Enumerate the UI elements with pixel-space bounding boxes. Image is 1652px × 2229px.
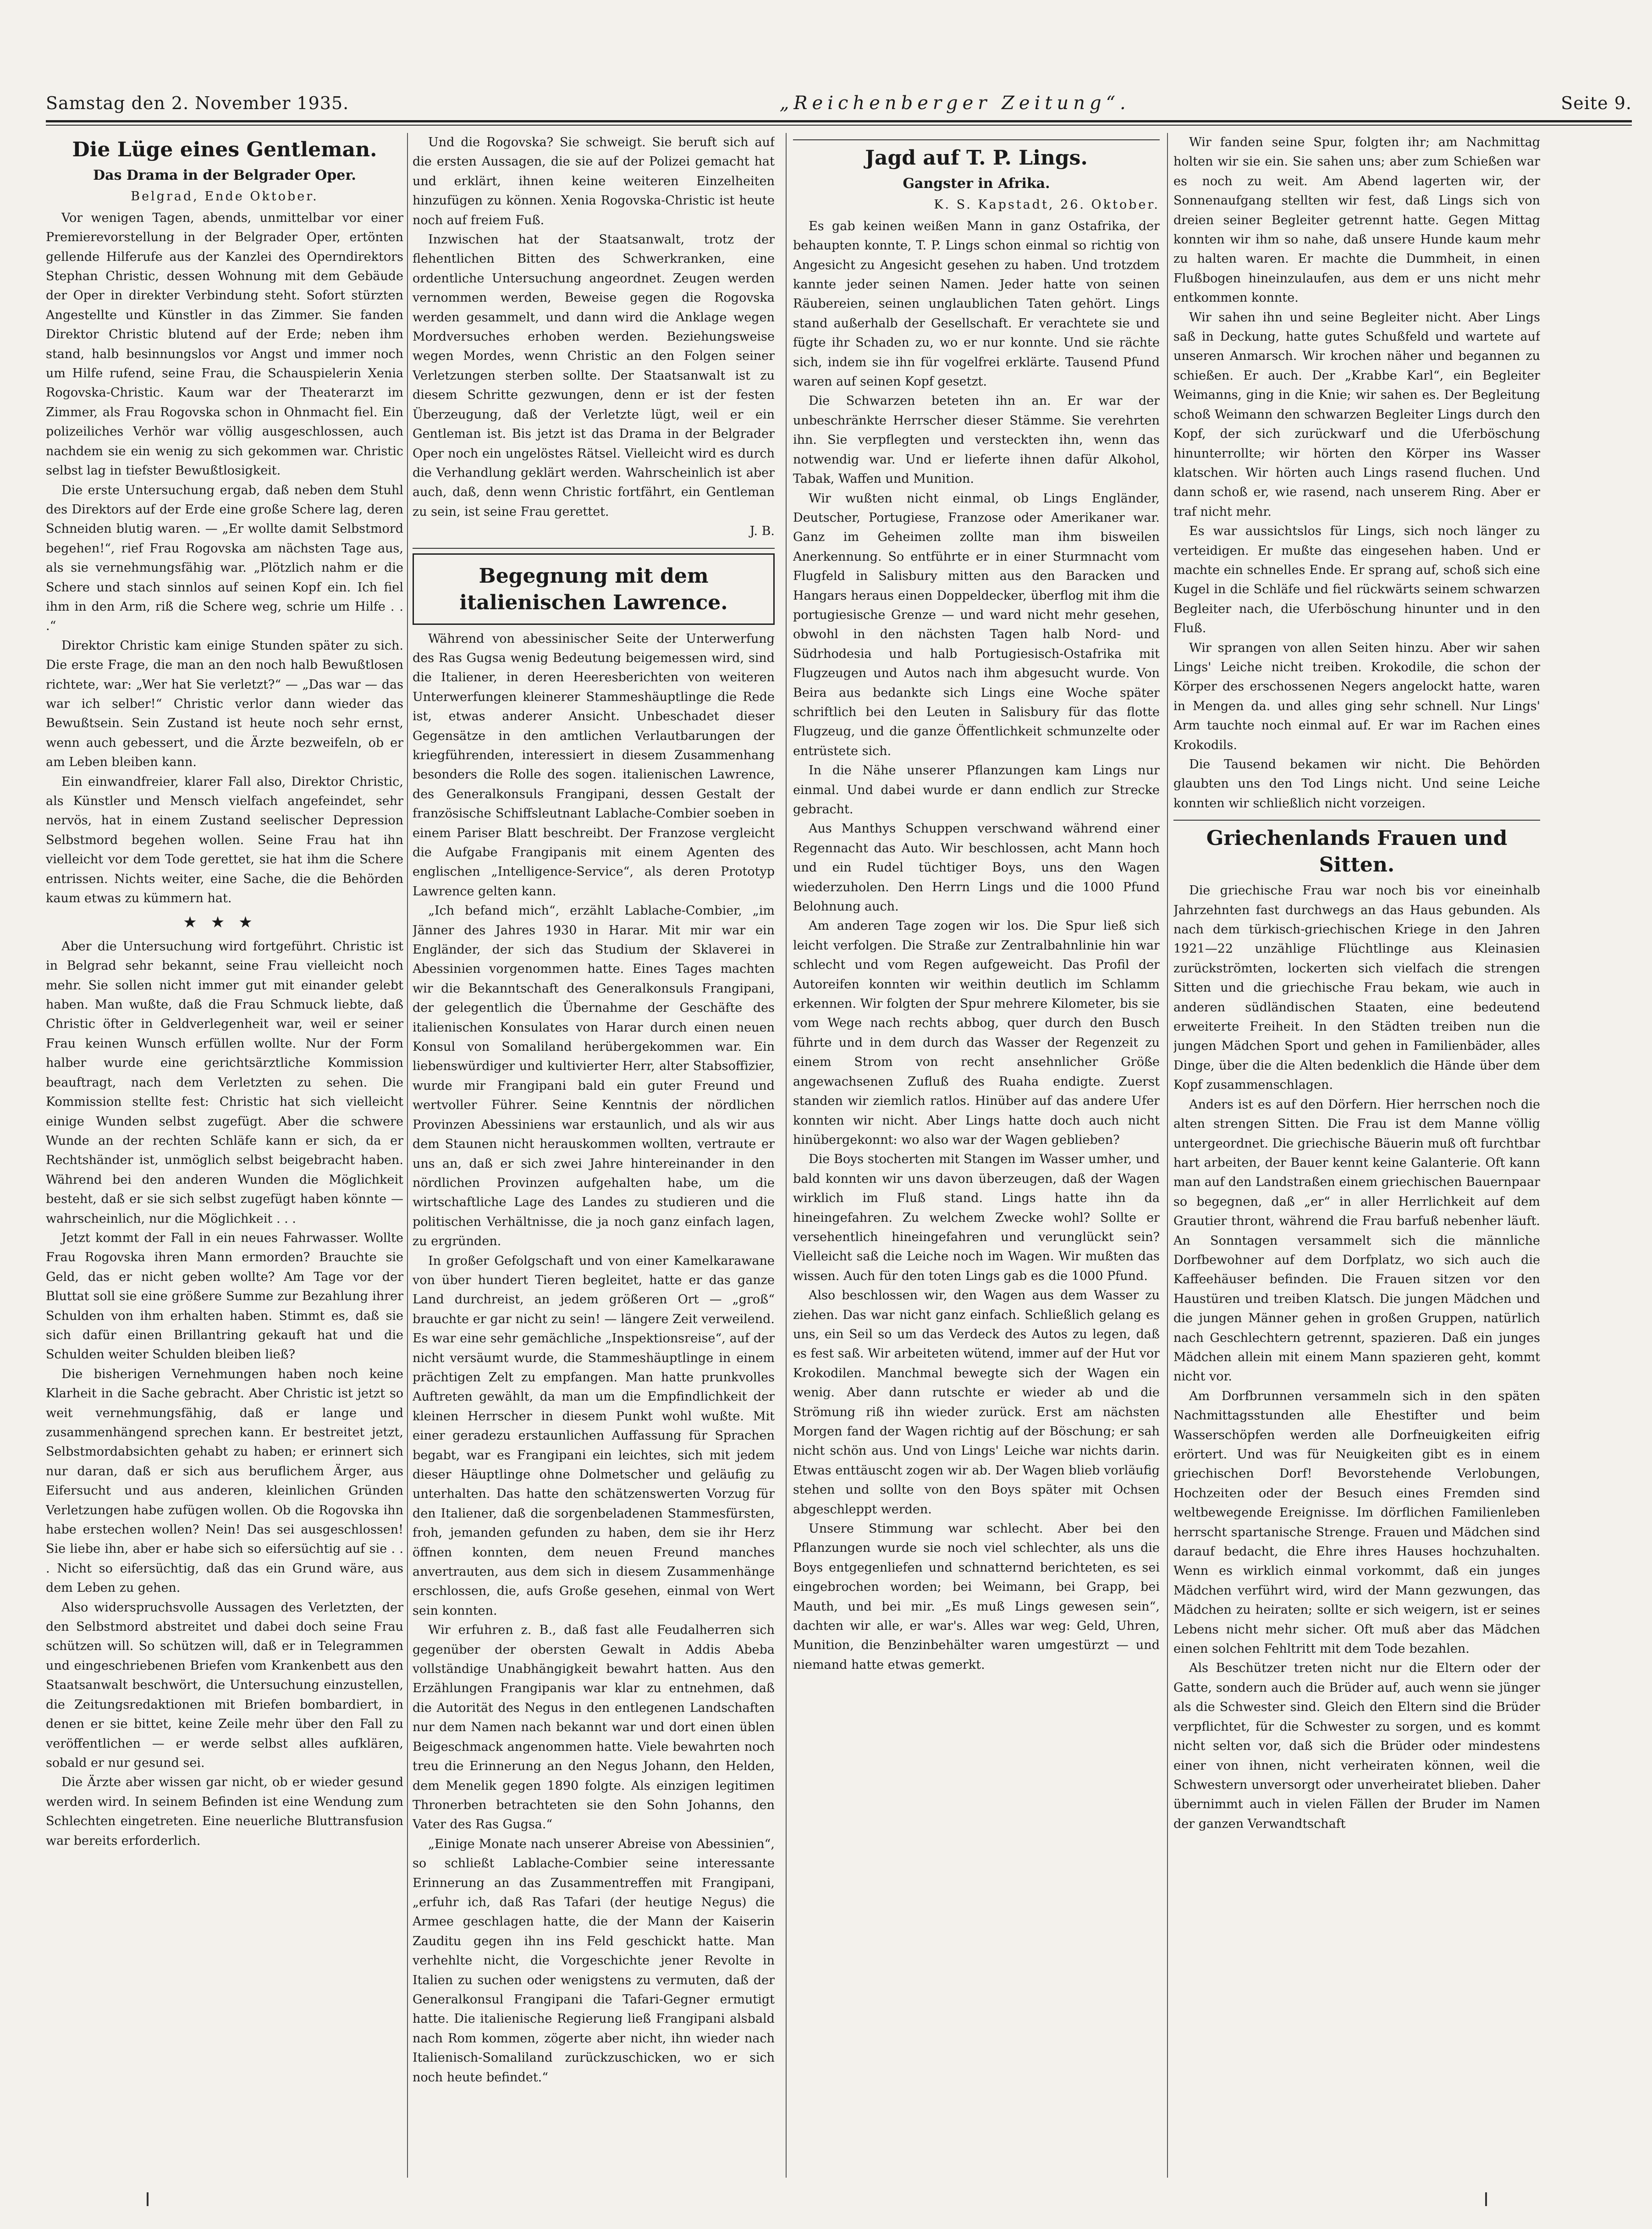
paragraph: Die Tausend bekamen wir nicht. Die Behörden glaubten uns den Tod Lings nicht. Und seine Leiche konnten wir schließlich nicht vorzeigen.: [1173, 757, 1540, 811]
paragraph: Direktor Christic kam einige Stunden später zu sich. Die erste Frage, die man an den noch halb Bewußtlosen richtete, war: „Wer hat Sie verletzt?“ — „Das war — das war ich selber!“ Christic verlor dann wieder das Bewußtsein. Sein Zustand ist heute noch sehr ernst, wenn auch gebessert, und die Ärzte bezweifeln, ob er am Leben bleiben kann.: [46, 638, 403, 770]
article-title: Griechenlands Frauen und Sitten.: [1206, 827, 1508, 877]
header-rule: [46, 120, 1632, 122]
column-divider: [407, 133, 408, 2178]
article-dateline: Belgrad, Ende Oktober.: [131, 189, 319, 204]
paragraph: „Ich befand mich“, erzählt Lablache-Combier, „im Jänner des Jahres 1930 in Harar. Mit mir war ein Engländer, der sich das Studium der Sklaverei in Abessinien vorgenommen hatte. Eines Tages machten wir die Bekanntschaft des Generalkonsuls Frangipani, der gelegentlich die Übernahme der Geschäfte des italienischen Konsulates von Harar durch einen neuen Konsul von Somaliland herübergekommen war. Ein liebenswürdiger und kultivierter Herr, alter Stabsoffizier, wurde mir Frangipani bald ein guter Freund und wertvoller Führer. Seine Kenntnis der nördlichen Provinzen Abessiniens war erstaunlich, und als wir aus dem Staunen nicht herauskommen wollten, vertraute er uns an, daß er sich zwei Jahre hintereinander in den nördlichen Provinzen aufgehalten habe, um die wirtschaftliche Lage des Landes zu studieren und die politischen Verhältnisse, die ja noch ganz einfach lagen, zu ergründen.: [413, 904, 775, 1249]
paragraph: Inzwischen hat der Staatsanwalt, trotz der flehentlichen Bitten des Schwerkranken, eine ordentliche Untersuchung angeordnet. Zeugen werden vernommen werden, Beweise gegen die Rogovska werden gesammelt, und dann wird die Anklage wegen Mordversuches erhoben werden. Beziehungsweise wegen Mordes, wenn Christic an den Folgen seiner Verletzungen sterben sollte. Der Staatsanwalt ist zu diesem Schritte gezwungen, denn er ist der festen Überzeugung, daß der Verletzte lügt, weil er ein Gentleman ist. Bis jetzt ist das Drama in der Belgrader Oper noch ein ungelöstes Rätsel. Vielleicht wird es durch die Verhandlung geklärt werden. Wahrscheinlich ist aber auch, daß, denn wenn Christic fortfährt, ein Gentleman zu sein, ist seine Frau gerettet.: [413, 232, 775, 519]
paragraph: Und die Rogovska? Sie schweigt. Sie beruft sich auf die ersten Aussagen, die sie auf der Polizei gemacht hat und erklärt, ihnen keine weiteren Einzelheiten hinzufügen zu können. Xenia Rogovska-Christic ist heute noch auf freiem Fuß.: [413, 135, 775, 227]
paragraph: Am Dorfbrunnen versammeln sich in den späten Nachmittagsstunden alle Ehestifter und beim Wasserschöpfen werden alle Dorfneuigkeiten eifrig erörtert. Und was für Neuigkeiten gibt es in einem griechischen Dorf! Bevorstehende Verlobungen, Hochzeiten oder der Besuch eines Fremden sind weltbewegende Ereignisse. Im dörflichen Familienleben herrscht spartanische Strenge. Frauen und Mädchen sind darauf bedacht, die Ehre ihres Hauses hochzuhalten. Wenn es wirklich einmal vorkommt, daß ein junges Mädchen verführt wird, wird der Mann gezwungen, das Mädchen zu heiraten; sollte er sich weigern, ist er seines Lebens nicht mehr sicher. Oft muß aber das Mädchen einen solchen Fehltritt mit dem Tode bezahlen.: [1173, 1389, 1540, 1656]
paragraph: Die Ärzte aber wissen gar nicht, ob er wieder gesund werden wird. In seinem Befinden ist eine Wendung zum Schlechten eingetreten. Eine neuerliche Bluttransfusion war bereits erforderlich.: [46, 1775, 403, 1848]
paragraph: Aber die Untersuchung wird fortgeführt. Christic ist in Belgrad sehr bekannt, seine Frau vielleicht noch mehr. Sie sollen nicht immer gut mit einander gelebt haben. Man wußte, daß die Frau Schmuck liebte, daß Christic öfter in Geldverlegenheit war, weil er seiner Frau keinen Wunsch erfüllen wollte. Nur der Form halber wurde eine gerichtsärztliche Kommission beauftragt, nach dem Verletzten zu sehen. Die Kommission stellte fest: Christic hat sich vielleicht einige Wunden selbst zugefügt. Aber die schwere Wunde an der rechten Schläfe kann er sich, da er Rechtshänder ist, unmöglich selbst beigebracht haben. Während bei den anderen Wunden die Möglichkeit besteht, daß er sie sich selbst zugefügt haben könnte — wahrscheinlich, nur die Möglichkeit . . .: [46, 939, 403, 1226]
page-edge-mark: [1485, 2192, 1487, 2206]
paragraph: Wir wußten nicht einmal, ob Lings Engländer, Deutscher, Portugiese, Franzose oder Amerikaner war. Ganz im Geheimen zollte man ihm bisweilen Anerkennung. So entführte er in einer Sturmnacht vom Flugfeld in Salisbury mitten aus den Baracken und Hangars heraus einen Doppeldecker, überflog mit ihm die portugiesische Grenze — und ward nicht mehr gesehen, obwohl in den nächsten Tagen halb Nord- und Südrhodesia und halb Portugiesisch-Ostafrika mit Flugzeugen und Autos nach ihm abgesucht wurde. Von Beira aus bedankte sich Lings eine Woche später schriftlich bei den Leuten in Salisbury für das flotte Flugzeug, und die ganze Öffentlichkeit schmunzelte oder entrüstete sich.: [793, 491, 1160, 758]
article-divider: [793, 139, 1160, 140]
article-divider: [1173, 820, 1540, 821]
paragraph: Als Beschützer treten nicht nur die Eltern oder der Gatte, sondern auch die Brüder auf, auch wenn sie jünger als die Schwester sind. Gleich den Eltern sind die Brüder verpflichtet, für die Schwester zu sorgen, und es kommt nicht selten vor, daß sich die Brüder oder mindestens einer von ihnen, nicht verheiraten können, weil die Schwestern unversorgt oder unverheiratet blieben. Daher übernimmt auch in vielen Fällen der Bruder im Namen der ganzen Verwandtschaft: [1173, 1661, 1540, 1831]
paragraph: Am anderen Tage zogen wir los. Die Spur ließ sich leicht verfolgen. Die Straße zur Zentralbahnlinie hin war schlecht und vom Regen aufgeweicht. Das Profil der Autoreifen konnten wir weithin deutlich im Schlamm erkennen. Wir folgten der Spur mehrere Kilometer, bis sie vom Wege nach rechts abbog, quer durch den Busch führte und in dem durch das Wasser der Regenzeit zu einem Strom von recht ansehnlicher Größe angewachsenen Zufluß des Ruaha endigte. Zuerst standen wir ziemlich ratlos. Hinüber auf das andere Ufer konnten wir nicht. Aber Lings hatte doch auch nicht hinübergekonnt: wo also war der Wagen geblieben?: [793, 919, 1160, 1147]
paragraph: Jetzt kommt der Fall in ein neues Fahrwasser. Wollte Frau Rogovska ihren Mann ermorden? Brauchte sie Geld, das er nicht geben wollte? Am Tage vor der Bluttat soll sie eine größere Summe zur Bezahlung ihrer Schulden von ihm erhalten haben. Stimmt es, daß sie sich dafür einen Brillantring gekauft hat und die Schulden weiter Schulden bleiben ließ?: [46, 1230, 403, 1362]
page-number: Seite 9.: [1561, 93, 1632, 113]
newspaper-name: „Reichenberger Zeitung“.: [779, 93, 1130, 114]
header-rule-thin: [46, 125, 1632, 126]
paragraph: Die bisherigen Vernehmungen haben noch keine Klarheit in die Sache gebracht. Aber Christic ist jetzt so weit vernehmungsfähig, daß er lange und zusammenhängend sprechen kann. Er bestreitet jetzt, Selbstmordabsichten gehabt zu haben; er erinnert sich nur daran, daß er sich aus beruflichem Ärger, aus Eifersucht und aus anderen, kleinlichen Gründen Verletzungen habe zufügen wollen. Ob die Rogovska ihn habe erstechen wollen? Nein! Das sei ausgeschlossen! Sie liebe ihn, aber er habe sich so eifersüchtig auf sie . . . Nicht so eifersüchtig, daß das ein Grund wäre, aus dem Leben zu gehen.: [46, 1367, 403, 1595]
article-title: Begegnung mit dem italienischen Lawrence.: [459, 564, 728, 614]
article-signature: J. B.: [749, 524, 775, 539]
paragraph: „Einige Monate nach unserer Abreise von Abessinien“, so schließt Lablache-Combier seine interessante Erinnerung an das Zusammentreffen mit Frangipani, „erfuhr ich, daß Ras Tafari (der heutige Negus) die Armee geschlagen hatte, die der Mann der Kaiserin Zauditu gegen ihn ins Feld geschickt hatte. Man verhehlte nicht, die Vorgeschichte jener Revolte in Italien zu suchen oder wenigstens zu vermuten, daß der Generalkonsul Frangipani die Tafari-Gegner ermutigt hatte. Die italienische Regierung ließ Frangipani alsbald nach Rom kommen, zögerte aber nicht, ihn wieder nach Italienisch-Somaliland zurückzuschicken, wo er sich noch heute befindet.“: [413, 1837, 775, 2085]
paragraph: Wir erfuhren z. B., daß fast alle Feudalherren sich gegenüber der obersten Gewalt in Addis Abeba vollständige Unabhängigkeit bewahrt hatten. Aus den Erzählungen Frangipanis war klar zu entnehmen, daß die Autorität des Negus in den entlegenen Landschaften nur dem Namen nach bekannt war und dort einen üblen Beigeschmack angenommen hatte. Viele bewahrten noch treu die Erinnerung an den Negus Johann, den Helden, dem Menelik gegen 1890 folgte. Als einzigen legitimen Thronerben betrachteten sie den Sohn Johanns, den Vater des Ras Gugsa.“: [413, 1623, 775, 1832]
article-title-box: [413, 553, 775, 625]
article-subtitle: Gangster in Afrika.: [903, 176, 1050, 192]
paragraph: Also widerspruchsvolle Aussagen des Verletzten, der den Selbstmord abstreitet und dabei doch seine Frau schützen will. So schützen will, daß er in Telegrammen und eingeschriebenen Briefen vom Krankenbett aus den Staatsanwalt beschwört, die Untersuchung einzustellen, die Zeitungsredaktionen mit Briefen bombardiert, in denen er sie bittet, keine Zeile mehr über den Fall zu veröffentlichen — er werde selbst alles aufklären, sobald er nur gesund sei.: [46, 1600, 403, 1770]
paragraph: Ein einwandfreier, klarer Fall also, Direktor Christic, als Künstler und Mensch vielfach angefeindet, sehr nervös, hat in einem Zustand seelischer Depression Selbstmord begehen wollen. Seine Frau hat ihn vielleicht vor dem Tode gerettet, sie hat ihm die Schere entrissen. Nichts weiter, eine Sache, die die Behörden kaum etwas zu kümmern hat.: [46, 774, 403, 906]
paragraph: Es gab keinen weißen Mann in ganz Ostafrika, der behaupten konnte, T. P. Lings schon einmal so richtig von Angesicht zu Angesicht gesehen zu haben. Und trotzdem kannte jeder seinen Namen. Jeder hatte von seinen Räubereien, seinen unglaublichen Taten gehört. Lings stand außerhalb der Gesellschaft. Er verachtete sie und fügte ihr Schaden zu, wo er nur konnte. Und sie rächte sich, indem sie ihn für vogelfrei erklärte. Tausend Pfund waren auf seinen Kopf gesetzt.: [793, 219, 1160, 389]
issue-date: Samstag den 2. November 1935.: [46, 93, 349, 113]
paragraph: Die erste Untersuchung ergab, daß neben dem Stuhl des Direktors auf der Erde eine große Schere lag, deren Schneiden blutig waren. — „Er wollte damit Selbstmord begehen!“, rief Frau Rogovska am nächsten Tage aus, als sie vernehmungsfähig war. „Plötzlich nahm er die Schere und stach sinnlos auf seinen Kopf ein. Ich fiel ihm in den Arm, riß die Schere weg, schrie um Hilfe . . .“: [46, 483, 403, 634]
paragraph: In die Nähe unserer Pflanzungen kam Lings nur einmal. Und dabei wurde er dann endlich zur Strecke gebracht.: [793, 763, 1160, 817]
paragraph: Während von abessinischer Seite der Unterwerfung des Ras Gugsa wenig Bedeutung beigemessen wird, sind die Italiener, in deren Heeresberichten von weiteren Unterwerfungen kleinerer Stammeshäuptlinge die Rede ist, etwas anderer Ansicht. Unbeschadet dieser Gegensätze in den amtlichen Verlautbarungen der kriegführenden, interessiert in diesem Zusammenhang besonders die Rolle des sogen. italienischen Lawrence, des Generalkonsuls Frangipani, dessen Gestalt der französische Schiffsleutnant Lablache-Combier soeben in einem Pariser Blatt beschreibt. Der Franzose vergleicht die Aufgabe Frangipanis mit einem Agenten des englischen „Intelligence-Service“, als deren Prototyp Lawrence gelten kann.: [413, 631, 775, 899]
column-2: [413, 133, 775, 2178]
paragraph: Es war aussichtslos für Lings, sich noch länger zu verteidigen. Er mußte das eingesehen haben. Und er machte ein schnelles Ende. Er sprang auf, schoß sich eine Kugel in die Schläfe und fiel rückwärts seinem schwarzen Begleiter nach, die Uferböschung hinunter und in den Fluß.: [1173, 524, 1540, 636]
section-separator-stars: ★★★: [183, 913, 266, 932]
column-divider: [786, 133, 787, 2178]
column-3: [793, 133, 1160, 2178]
article-title: Die Lüge eines Gentleman.: [72, 138, 377, 161]
paragraph: Die griechische Frau war noch bis vor eineinhalb Jahrzehnten fast durchwegs an das Haus gebunden. Als nach dem türkisch-griechischen Kriege in den Jahren 1921—22 unzählige Flüchtlinge aus Kleinasien zurückströmten, lockerten sich vielfach die strengen Sitten und die griechische Frau bekam, wie auch in anderen südländischen Staaten, eine bedeutend erweiterte Freiheit. In den Städten treiben nun die jungen Mädchen Sport und gehen in Familienbäder, alles Dinge, über die die Alten bedenklich die Hände über dem Kopf zusammenschlagen.: [1173, 883, 1540, 1092]
paragraph: Die Schwarzen beteten ihn an. Er war der unbeschränkte Herrscher dieser Stämme. Sie verehrten ihn. Sie verpflegten und versteckten ihn, wenn das notwendig war. Und er lieferte ihnen dafür Alkohol, Tabak, Waffen und Munition.: [793, 394, 1160, 486]
paragraph: Also beschlossen wir, den Wagen aus dem Wasser zu ziehen. Das war nicht ganz einfach. Schließlich gelang es uns, ein Seil so um das Verdeck des Autos zu legen, daß es fest saß. Wir arbeiteten wütend, immer auf der Hut vor Krokodilen. Manchmal bewegte sich der Wagen ein wenig. Aber dann rutschte er wieder ab und die Strömung riß ihn wieder zurück. Erst am nächsten Morgen fand der Wagen richtig auf der Böschung; er sah nicht schön aus. Und von Lings' Leiche war nichts darin. Etwas enttäuscht zogen wir ab. Der Wagen blieb vorläufig stehen und sollte von den Boys später mit Ochsen abgeschleppt werden.: [793, 1288, 1160, 1517]
article-divider: [413, 548, 775, 549]
paragraph: Anders ist es auf den Dörfern. Hier herrschen noch die alten strengen Sitten. Die Frau ist dem Manne völlig untergeordnet. Die griechische Bäuerin muß oft furchtbar hart arbeiten, der Bauer kennt keine Galanterie. Oft kann man auf den Landstraßen einem griechischen Bauernpaar so begegnen, daß „er“ in aller Herrlichkeit auf dem Grautier thront, während die Frau barfuß nebenher läuft. An Sonntagen versammelt sich die männliche Dorfbewohner auf dem Dorfplatz, wo sich auch die Kaffeehäuser befinden. Die Frauen sitzen vor den Haustüren und treiben Klatsch. Die jungen Mädchen und die jungen Männer gehen in großen Gruppen, natürlich nach Geschlechtern getrennt, spazieren. Daß ein junges Mädchen allein mit einem Mann spazieren geht, kommt nicht vor.: [1173, 1097, 1540, 1384]
article-subtitle: Das Drama in der Belgrader Oper.: [93, 167, 356, 183]
paragraph: Unsere Stimmung war schlecht. Aber bei den Pflanzungen wurde sie noch viel schlechter, als uns die Boys entgegenliefen und schnatternd berichteten, es sei eingebrochen worden; bei Weimann, bei Grapp, bei Mauth, und bei mir. „Es muß Lings gewesen sein“, dachten wir alle, er war's. Alles war weg: Geld, Uhren, Munition, die Benzinbehälter waren umgestürzt — und niemand hatte etwas gemerkt.: [793, 1522, 1160, 1672]
article-dateline: K. S. Kapstadt, 26. Oktober.: [934, 198, 1160, 212]
column-1: [46, 133, 403, 2178]
page-header: [46, 87, 1632, 119]
paragraph: Wir fanden seine Spur, folgten ihr; am Nachmittag holten wir sie ein. Sie sahen uns; aber zum Schießen war es noch zu weit. Am Abend lagerten wir, der Sonnenaufgang stellten wir fest, daß Lings sich von dreien seiner Begleiter getrennt hatte. Gegen Mittag konnten wir ihm so nahe, daß unsere Hunde kaum mehr zu halten waren. Er machte die Dummheit, in einen Flußbogen hineinzulaufen, aus dem er uns nicht mehr entkommen konnte.: [1173, 135, 1540, 305]
paragraph: Aus Manthys Schuppen verschwand während einer Regennacht das Auto. Wir beschlossen, acht Mann hoch und ein Rudel tüchtiger Boys, uns den Wagen wiederzuholen. Den Herrn Lings und die 1000 Pfund Belohnung auch.: [793, 822, 1160, 914]
article-title: Jagd auf T. P. Lings.: [865, 146, 1088, 170]
paragraph: In großer Gefolgschaft und von einer Kamelkarawane von über hundert Tieren begleitet, hatte er das ganze Land durchreist, an jedem größeren Ort — „groß“ brauchte er gar nicht zu sein! — längere Zeit verweilend. Es war eine sehr gemächliche „Inspektionsreise“, auf der nicht versäumt wurde, die Stammeshäuptlinge in einem prächtigen Zelt zu empfangen. Man hatte prunkvolles Auftreten gewählt, da man um die Empfindlichkeit der kleinen Herrscher in diesem Punkt wohl wußte. Mit einer geradezu erstaunlichen Auffassung für Sprachen begabt, war es Frangipani ein leichtes, sich mit jedem dieser Häuptlinge ohne Dolmetscher und geläufig zu unterhalten. Das hatte den schätzenswerten Vorzug für den Italiener, daß die sorgenbeladenen Stammesfürsten, froh, jemanden gefunden zu haben, dem sie ihr Herz öffnen konnten, dem neuen Freund manches anvertrauten, aus dem sich in diesem Zusammenhänge erschlossen, die, aufs Große gesehen, einmal von Wert sein konnten.: [413, 1253, 775, 1618]
paragraph: Wir sahen ihn und seine Begleiter nicht. Aber Lings saß in Deckung, hatte gutes Schußfeld und wartete auf unseren Anmarsch. Wir krochen näher und begannen zu schießen. Er auch. Der „Krabbe Karl“, ein Begleiter Weimanns, ging in die Knie; wir sahen es. Der Begleitung schoß Weimann den schwarzen Begleiter Lings durch den Kopf, der sich zurückwarf und die Uferböschung hinunterrollte; wir hörten den Körper ins Wasser klatschen. Wir hörten auch Lings rasend fluchen. Und dann schoß er, wie rasend, nach unserem Ring. Aber er traf nicht mehr.: [1173, 310, 1540, 519]
column-4: [1173, 133, 1540, 2178]
page-edge-mark: [147, 2192, 149, 2206]
paragraph: Die Boys stocherten mit Stangen im Wasser umher, und bald konnten wir uns davon überzeugen, daß der Wagen wirklich im Fluß stand. Lings hatte ihn da hineingefahren. Zu welchem Zwecke wohl? Sollte er versehentlich hineingefahren und verunglückt sein? Vielleicht saß die Leiche noch im Wagen. Wir mußten das wissen. Auch für den toten Lings gab es die 1000 Pfund.: [793, 1152, 1160, 1283]
paragraph: Wir sprangen von allen Seiten hinzu. Aber wir sahen Lings' Leiche nicht treiben. Krokodile, die schon der Körper des erschossenen Negers angelockt hatte, waren in Mengen da. und alles ging sehr schnell. Nur Lings' Arm tauchte noch einmal auf. Er war im Rachen eines Krokodils.: [1173, 640, 1540, 752]
column-divider: [1167, 133, 1168, 2178]
paragraph: Vor wenigen Tagen, abends, unmittelbar vor einer Premierevorstellung in der Belgrader Oper, ertönten gellende Hilferufe aus der Kanzlei des Operndirektors Stephan Christic, dessen Wohnung mit dem Gebäude der Oper in direkter Verbindung steht. Sofort stürzten Angestellte und Künstler in das Zimmer. Sie fanden Direktor Christic blutend auf der Erde; neben ihm stand, halb besinnungslos vor Angst und immer noch um Hilfe rufend, seine Frau, die Schauspielerin Xenia Rogovska-Christic. Kaum war der Theaterarzt im Zimmer, als Frau Rogovska schon in Ohnmacht fiel. Ein polizeiliches Verhör war völlig ausgeschlossen, auch nachdem sie ein wenig zu sich gekommen war. Christic selbst lag in tiefster Bewußtlosigkeit.: [46, 210, 403, 478]
